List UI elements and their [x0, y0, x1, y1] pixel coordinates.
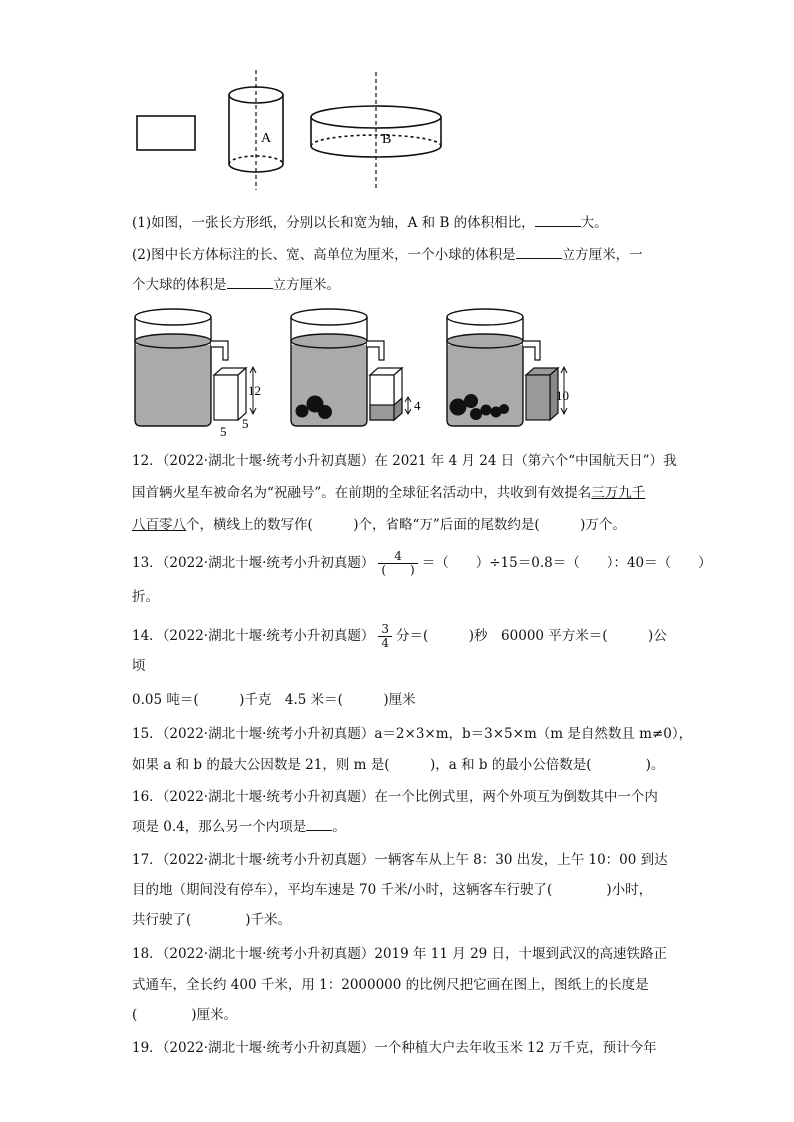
- answer-blank[interactable]: [516, 246, 562, 259]
- question-12-line1: 12．（2022·湖北十堰·统考小升初真题）在 2021 年 4 月 24 日（第六个“中国航天日”）我: [132, 453, 677, 469]
- question-18-line3: ( )厘米。: [132, 1007, 238, 1023]
- beaker-1: [135, 309, 256, 426]
- question-17-line1: 17．（2022·湖北十堰·统考小升初真题）一辆客车从上午 8：30 出发，上午 10：00 到达: [132, 852, 668, 868]
- question-12-line2: 国首辆火星车被命名为“祝融号”。在前期的全球征名活动中，共收到有效提名三万九千: [132, 485, 646, 501]
- question-14-line1: 14．（2022·湖北十堰·统考小升初真题） $\frac{3}{4}$ 分＝( )秒 60000 平方米＝( )公: [132, 622, 667, 650]
- large-ball: [450, 399, 467, 416]
- beaker-2: [291, 309, 411, 426]
- question-sub2-line2: 个大球的体积是 立方厘米。: [132, 277, 340, 293]
- small-ball: [499, 404, 509, 414]
- question-sub2-line1: (2)图中长方体标注的长、宽、高单位为厘米，一个小球的体积是 立方厘米，一: [132, 247, 643, 263]
- large-ball: [318, 405, 332, 419]
- question-12-line3: 八百零八个，横线上的数写作( )个，省略“万”后面的尾数约是( )万个。: [132, 517, 626, 533]
- label-b: B: [382, 132, 392, 147]
- question-13-line2: 折。: [132, 589, 159, 605]
- question-13-line1: 13．（2022·湖北十堰·统考小升初真题） $\frac{4}{( )}$ ＝（ ）÷15＝0.8＝（ ）：40＝（ ）: [132, 549, 712, 577]
- cylinder-a: [229, 70, 283, 190]
- small-ball: [481, 405, 492, 416]
- question-sub1: (1)如图，一张长方形纸，分别以长和宽为轴，A 和 B 的体积相比， 大。: [132, 215, 608, 231]
- answer-blank[interactable]: [306, 818, 332, 831]
- small-ball: [470, 408, 482, 420]
- beaker-3: [447, 309, 567, 426]
- question-17-line3: 共行驶了( )千米。: [132, 912, 292, 928]
- large-ball: [464, 394, 478, 408]
- question-17-line2: 目的地（期间没有停车），平均车速是 70 千米/小时，这辆客车行驶了( )小时，: [132, 882, 653, 898]
- question-16-line1: 16．（2022·湖北十堰·统考小升初真题）在一个比例式里，两个外项互为倒数其中一个内: [132, 789, 658, 805]
- question-16-line2: 项是 0.4，那么另一个内项是 。: [132, 819, 346, 835]
- cylinder-b: [311, 72, 441, 190]
- dim-label-5-depth: 5: [242, 416, 249, 431]
- answer-blank[interactable]: [227, 276, 273, 289]
- fraction: $\frac{4}{( )}$: [378, 550, 417, 577]
- dim-label-10: 10: [556, 388, 569, 403]
- question-18-line2: 式通车，全长约 400 千米，用 1：2000000 的比例尺把它画在图上，图纸上的长度是: [132, 977, 649, 993]
- dim-label-4: 4: [414, 398, 421, 413]
- dim-label-5-length: 5: [220, 424, 227, 439]
- question-15-line1: 15．（2022·湖北十堰·统考小升初真题）a＝2×3×m，b＝3×5×m（m 是自然数且 m≠0），: [132, 726, 693, 742]
- fraction: $\frac{3}{4}$: [378, 623, 392, 650]
- question-19-line1: 19．（2022·湖北十堰·统考小升初真题）一个种植大户去年收玉米 12 万千克，预计今年: [132, 1040, 657, 1056]
- paper-rectangle: [137, 116, 195, 150]
- question-15-line2: 如果 a 和 b 的最大公因数是 21，则 m 是( )，a 和 b 的最小公倍数是( )。: [132, 757, 665, 773]
- small-ball: [296, 405, 309, 418]
- rotation-figure: [130, 66, 450, 196]
- answer-blank[interactable]: [535, 214, 581, 227]
- question-14-line3: 0.05 吨＝( )千克 4.5 米＝( )厘米: [132, 692, 416, 708]
- beaker-figure: [128, 305, 588, 440]
- question-14-line2: 顷: [132, 658, 146, 674]
- label-a: A: [261, 131, 272, 146]
- question-18-line1: 18．（2022·湖北十堰·统考小升初真题）2019 年 11 月 29 日，十堰到武汉的高速铁路正: [132, 946, 668, 962]
- dim-label-12: 12: [248, 383, 261, 398]
